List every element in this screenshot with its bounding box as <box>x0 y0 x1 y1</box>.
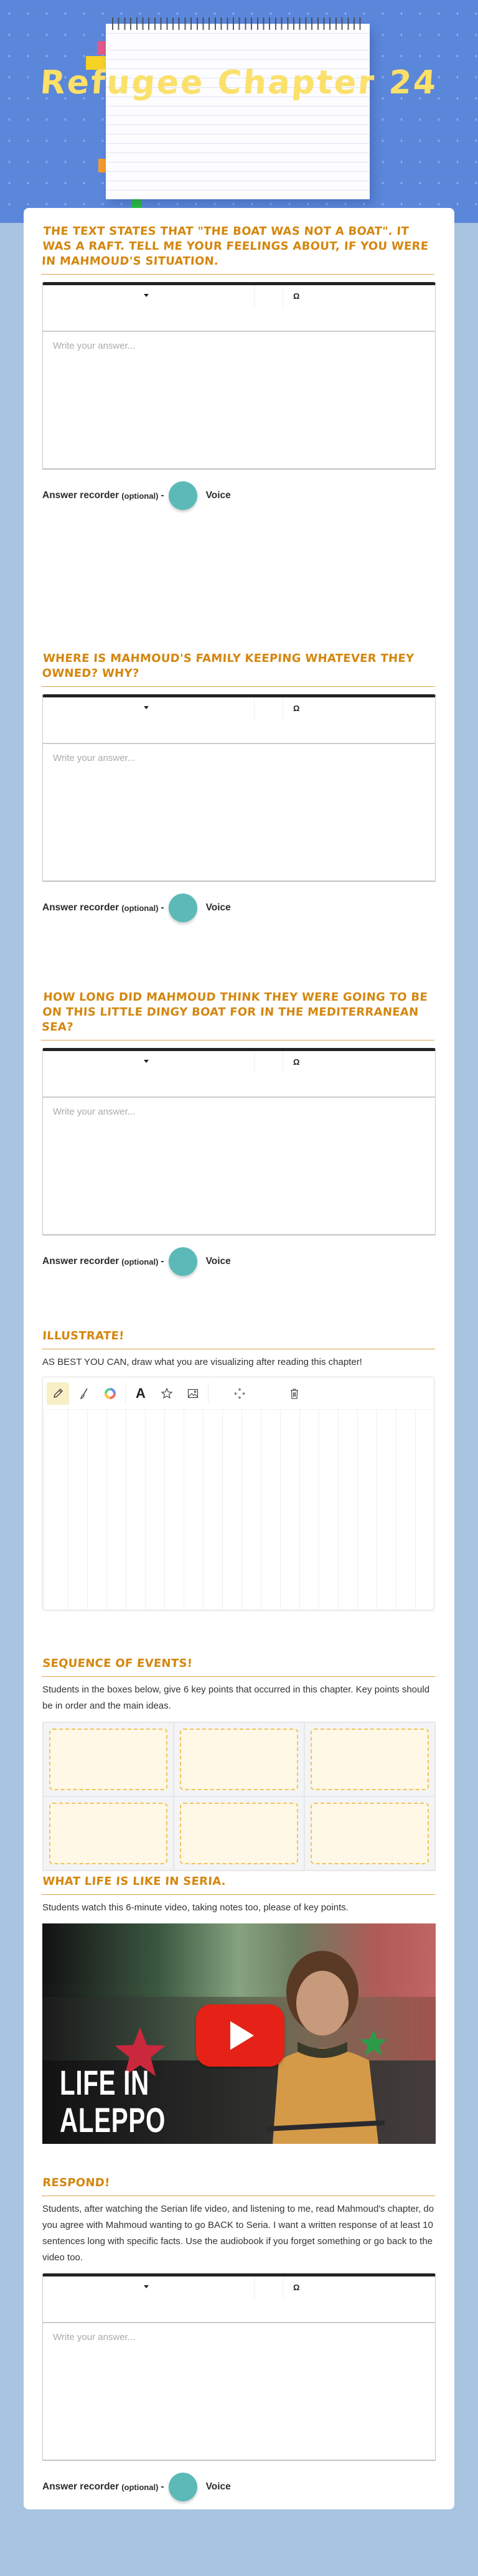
question-1 <box>42 224 436 511</box>
play-icon <box>230 2021 254 2050</box>
recorder-optional: (optional) <box>121 903 159 913</box>
answer-editor-1 <box>42 282 436 469</box>
editor-toolbar <box>43 2276 435 2323</box>
editor-toolbar <box>43 285 435 332</box>
special-characters-button[interactable]: Ω <box>293 2283 300 2292</box>
respond-heading: RESPOND! <box>42 2176 436 2196</box>
editor-toolbar <box>43 697 435 744</box>
special-characters-button[interactable]: Ω <box>293 704 300 713</box>
video-instruction: Students watch this 6-minute video, taking notes too, please of key points. <box>42 1902 349 1913</box>
video-player[interactable] <box>42 1923 436 2144</box>
answer-input-1[interactable]: Write your answer... <box>43 332 435 469</box>
format-dropdown[interactable] <box>43 697 255 720</box>
sticker-tool[interactable] <box>156 1382 178 1405</box>
question-3-heading: HOW LONG DID MAHMOUD THINK THEY WERE GOING TO BE ON THIS LITTLE DINGY BOAT FOR IN THE MEDITERRANEAN SEA? <box>41 990 437 1040</box>
editor-toolbar <box>43 1051 435 1098</box>
text-icon: A <box>136 1385 146 1401</box>
answer-input-2[interactable]: Write your answer... <box>43 744 435 881</box>
question-1-heading: THE TEXT STATES THAT "THE BOAT WAS NOT A BOAT". IT WAS A RAFT. TELL ME YOUR FEELINGS ABOUT, IF YOU WERE IN MAHMOUD'S SITUATION. <box>41 224 437 275</box>
question-3 <box>42 990 436 1276</box>
voice-label: Voice <box>205 1256 231 1267</box>
text-tool[interactable] <box>129 1382 152 1405</box>
video-thumbnail-title: LIFE IN ALEPPO <box>60 2063 166 2140</box>
caret-down-icon <box>144 294 149 297</box>
notebook-spiral <box>112 17 363 30</box>
illustrate-section <box>42 1329 436 1610</box>
question-2 <box>42 651 436 923</box>
answer-recorder-1: Answer recorder (optional) - Voice <box>42 481 436 511</box>
star-icon <box>161 1387 173 1400</box>
brush-tool[interactable] <box>73 1382 95 1405</box>
format-dropdown[interactable] <box>43 2276 255 2299</box>
format-dropdown[interactable] <box>43 285 255 308</box>
voice-record-button[interactable] <box>169 2473 197 2501</box>
header-banner <box>0 0 478 223</box>
answer-editor-2 <box>42 694 436 882</box>
drawing-board <box>42 1377 434 1610</box>
worksheet-card <box>24 208 454 2509</box>
voice-record-button[interactable] <box>169 894 197 922</box>
notebook-tab-orange <box>98 159 106 172</box>
recorder-label: Answer recorder <box>42 490 120 501</box>
page-title: Refugee Chapter 24 <box>39 64 439 101</box>
sequence-box-2[interactable] <box>180 1729 298 1790</box>
question-2-heading: WHERE IS MAHMOUD'S FAMILY KEEPING WHATEVER THEY OWNED? WHY? <box>42 651 437 687</box>
answer-recorder-2: Answer recorder (optional) - Voice <box>42 893 436 923</box>
move-icon <box>233 1387 246 1400</box>
move-tool[interactable] <box>228 1382 251 1405</box>
sequence-instruction: Students in the boxes below, give 6 key points that occurred in this chapter. Key points should be in order and the main ideas. <box>42 1684 430 1711</box>
voice-record-button[interactable] <box>169 1247 197 1276</box>
image-tool[interactable] <box>182 1382 204 1405</box>
recorder-label: Answer recorder <box>42 1256 120 1267</box>
answer-recorder-3: Answer recorder (optional) - Voice <box>42 1247 436 1276</box>
image-icon <box>187 1387 199 1400</box>
sequence-grid <box>42 1722 436 1871</box>
color-picker-tool[interactable] <box>99 1382 121 1405</box>
sequence-box-3[interactable] <box>311 1729 429 1790</box>
brush-icon <box>78 1387 90 1400</box>
voice-label: Voice <box>205 490 231 501</box>
recorder-optional: (optional) <box>121 1257 159 1267</box>
answer-editor-4 <box>42 2273 436 2461</box>
sequence-heading: SEQUENCE OF EVENTS! <box>42 1656 436 1677</box>
sequence-box-6[interactable] <box>311 1803 429 1864</box>
drawing-toolbar <box>43 1377 434 1410</box>
voice-record-button[interactable] <box>169 481 197 510</box>
sequence-box-1[interactable] <box>49 1729 167 1790</box>
format-dropdown[interactable] <box>43 1051 255 1073</box>
color-wheel-icon <box>104 1387 116 1400</box>
drawing-canvas[interactable] <box>43 1410 434 1610</box>
play-button[interactable] <box>196 2004 284 2067</box>
pencil-tool[interactable] <box>47 1382 69 1405</box>
recorder-optional: (optional) <box>121 491 159 501</box>
sequence-box-4[interactable] <box>49 1803 167 1864</box>
recorder-optional: (optional) <box>121 2482 159 2492</box>
illustrate-instruction: AS BEST YOU CAN, draw what you are visualizing after reading this chapter! <box>42 1357 362 1367</box>
video-heading: WHAT LIFE IS LIKE IN SERIA. <box>42 1874 436 1895</box>
respond-instruction: Students, after watching the Serian life video, and listening to me, read Mahmoud's chapter, do you agree with Mahmoud wanting to go BACK to Seria. I want a written response of at least 10 sentences long with specific facts. Use the audiobook if you forget something or go back to the video too. <box>42 2204 434 2263</box>
answer-editor-3 <box>42 1048 436 1235</box>
notebook-illustration <box>106 24 370 199</box>
special-characters-button[interactable]: Ω <box>293 1057 300 1067</box>
caret-down-icon <box>144 1060 149 1063</box>
recorder-label: Answer recorder <box>42 902 120 913</box>
notebook-tab-pink <box>97 41 106 55</box>
sequence-box-5[interactable] <box>180 1803 298 1864</box>
answer-input-4[interactable]: Write your answer... <box>43 2323 435 2460</box>
caret-down-icon <box>144 706 149 709</box>
pencil-icon <box>52 1387 64 1400</box>
caret-down-icon <box>144 2285 149 2288</box>
trash-icon <box>288 1387 301 1400</box>
video-section <box>42 1874 436 2144</box>
answer-input-3[interactable]: Write your answer... <box>43 1098 435 1235</box>
illustrate-heading: ILLUSTRATE! <box>42 1329 436 1349</box>
voice-label: Voice <box>205 2481 231 2492</box>
voice-label: Voice <box>205 902 231 913</box>
recorder-label: Answer recorder <box>42 2481 120 2492</box>
respond-section <box>42 2176 436 2502</box>
sequence-section <box>42 1656 436 1871</box>
answer-recorder-4: Answer recorder (optional) - Voice <box>42 2472 436 2502</box>
special-characters-button[interactable]: Ω <box>293 291 300 301</box>
delete-tool[interactable] <box>283 1382 306 1405</box>
